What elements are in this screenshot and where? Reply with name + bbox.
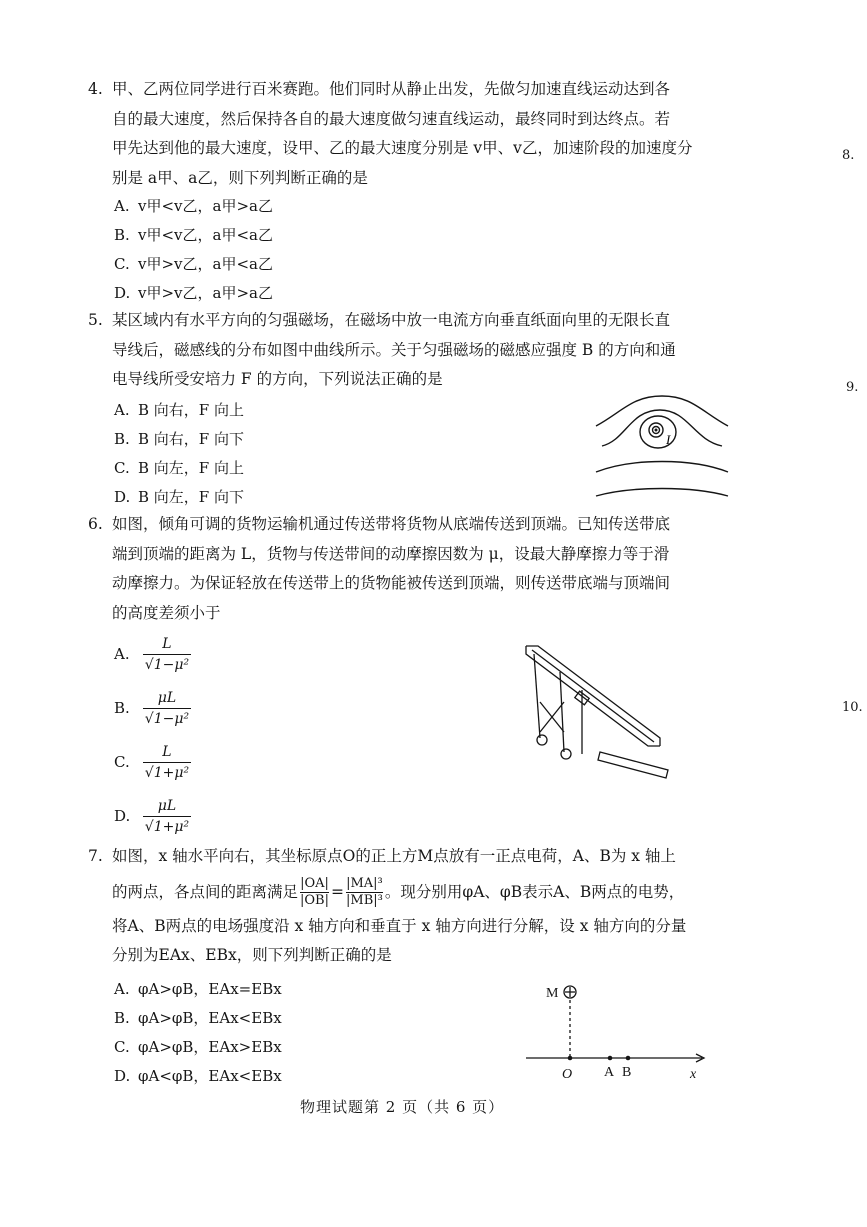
question-text: 电导线所受安培力 F 的方向，下列说法正确的是	[112, 370, 443, 388]
side-question-number: 8.	[842, 148, 855, 163]
q5-option-c[interactable]: C. B 向左，F 向上	[114, 459, 244, 477]
wire-dot	[655, 429, 658, 432]
field-line	[596, 396, 728, 426]
label-a: A	[604, 1065, 615, 1080]
side-question-number: 9.	[846, 380, 859, 395]
magnetic-field-figure	[592, 392, 732, 502]
question-text: 某区域内有水平方向的匀强磁场，在磁场中放一电流方向垂直纸面向里的无限长直	[112, 311, 671, 329]
ratio-ma-mb: $\frac{\text{|MA|³}}{\text{|MB|³}}$	[346, 876, 383, 908]
q7-option-b[interactable]: B. φA>φB，EAx<EBx	[114, 1009, 282, 1027]
label-m: M	[546, 986, 559, 1001]
q4-option-b[interactable]: B. v甲<v乙，a甲<a乙	[114, 226, 273, 244]
question-text: 动摩擦力。为保证轻放在传送带上的货物能被传送到顶端，则传送带底端与顶端间	[112, 574, 671, 592]
ratio-oa-ob: $\frac{|OA|}{|OB|}$	[300, 876, 329, 908]
question-number: 5.	[88, 311, 103, 329]
q6-option-b[interactable]: B. $\frac{\mu L}{\text{√1−μ²}}$	[114, 690, 190, 727]
label-o: O	[562, 1067, 573, 1082]
question-4	[88, 75, 728, 193]
wheel	[537, 735, 547, 745]
q6-option-a[interactable]: A. $\frac{L}{\text{√1−μ²}}$	[114, 636, 190, 673]
question-number: 4.	[88, 80, 103, 98]
question-text: 如图，倾角可调的货物运输机通过传送带将货物从底端传送到顶端。已知传送带底	[112, 515, 671, 533]
conveyor-frame	[532, 650, 654, 742]
fraction: $\frac{L}{\text{√1−μ²}}$	[144, 636, 190, 673]
page-footer: 物理试题第 2 页（共 6 页）	[300, 1098, 505, 1116]
q5-option-b[interactable]: B. B 向右，F 向下	[114, 430, 244, 448]
point-a	[608, 1056, 613, 1061]
label-b: B	[622, 1065, 632, 1080]
wheel	[561, 749, 571, 759]
q4-option-c[interactable]: C. v甲>v乙，a甲<a乙	[114, 255, 273, 273]
q5-option-d[interactable]: D. B 向左，F 向下	[114, 488, 244, 506]
support-brace	[540, 702, 564, 732]
fraction: $\frac{\mu L}{\text{√1−μ²}}$	[144, 690, 190, 727]
q6-option-d[interactable]: D. $\frac{\mu L}{\text{√1+μ²}}$	[114, 798, 190, 835]
question-number: 7.	[88, 847, 103, 865]
question-text: 别是 a甲、a乙，则下列判断正确的是	[112, 168, 368, 187]
q7-option-d[interactable]: D. φA<φB，EAx<EBx	[114, 1067, 282, 1085]
point-b	[626, 1056, 631, 1061]
question-5	[88, 306, 728, 395]
question-6	[88, 510, 728, 628]
q4-option-d[interactable]: D. v甲>v乙，a甲>a乙	[114, 284, 273, 302]
field-line	[596, 489, 728, 497]
question-text: 如图，x 轴水平向右，其坐标原点O的正上方M点放有一正点电荷，A、B为 x 轴上	[112, 847, 676, 865]
side-question-number: 10.	[842, 700, 863, 715]
current-label: I	[666, 432, 671, 447]
q5-option-a[interactable]: A. B 向右，F 向上	[114, 401, 244, 419]
conveyor-figure	[520, 642, 670, 782]
question-text: 的高度差须小于	[112, 603, 221, 622]
fraction: $\frac{L}{\text{√1+μ²}}$	[144, 744, 190, 781]
question-text: 导线后，磁感线的分布如图中曲线所示。关于匀强磁场的磁感应强度 B 的方向和通	[112, 340, 676, 359]
question-text: 分别为EAx、EBx，则下列判断正确的是	[112, 946, 392, 964]
question-number: 6.	[88, 515, 103, 533]
question-text: 将A、B两点的电场强度沿 x 轴方向和垂直于 x 轴方向进行分解，设 x 轴方向的分量	[112, 916, 687, 935]
q7-option-a[interactable]: A. φA>φB，EAx=EBx	[114, 980, 282, 998]
question-7: 7. 如图，x 轴水平向右，其坐标原点O的正上方M点放有一正点电荷，A、B为 x 轴上 的两点，各点间的距离满足 $\frac{|OA|}{|OB|}$ = $\frac{\text{|MA|³}}{\text{|MB|³}}$ 。现分别用φA、φB表示A、B两点的电势， 将A、B两点的电场强度沿 x 轴方向和垂直于 x 轴方向进行分解，设 x 轴方向的分量 分别为EAx、EBx，则下列判断正确的是	[88, 842, 738, 971]
question-text: 自的最大速度，然后保持各自的最大速度做匀速直线运动，最终同时到达终点。若	[112, 109, 671, 128]
point-o	[568, 1056, 573, 1061]
support-leg	[560, 672, 564, 752]
fraction: $\frac{\mu L}{\text{√1+μ²}}$	[144, 798, 190, 835]
question-text: 甲先达到他的最大速度，设甲、乙的最大速度分别是 v甲、v乙，加速阶段的加速度分	[112, 139, 693, 157]
q6-option-c[interactable]: C. $\frac{L}{\text{√1+μ²}}$	[114, 744, 190, 781]
support-leg	[534, 654, 540, 738]
question-text: 端到顶端的距离为 L，货物与传送带间的动摩擦因数为 μ，设最大静摩擦力等于滑	[112, 544, 670, 563]
question-text: 甲、乙两位同学进行百米赛跑。他们同时从静止出发，先做匀加速直线运动达到各	[112, 80, 671, 98]
field-line	[596, 462, 728, 473]
q4-option-a[interactable]: A. v甲<v乙，a甲>a乙	[114, 197, 273, 215]
label-x: x	[690, 1067, 697, 1082]
conveyor-base	[598, 752, 668, 778]
q7-option-c[interactable]: C. φA>φB，EAx>EBx	[114, 1038, 282, 1056]
charge-axis-figure	[524, 982, 714, 1082]
